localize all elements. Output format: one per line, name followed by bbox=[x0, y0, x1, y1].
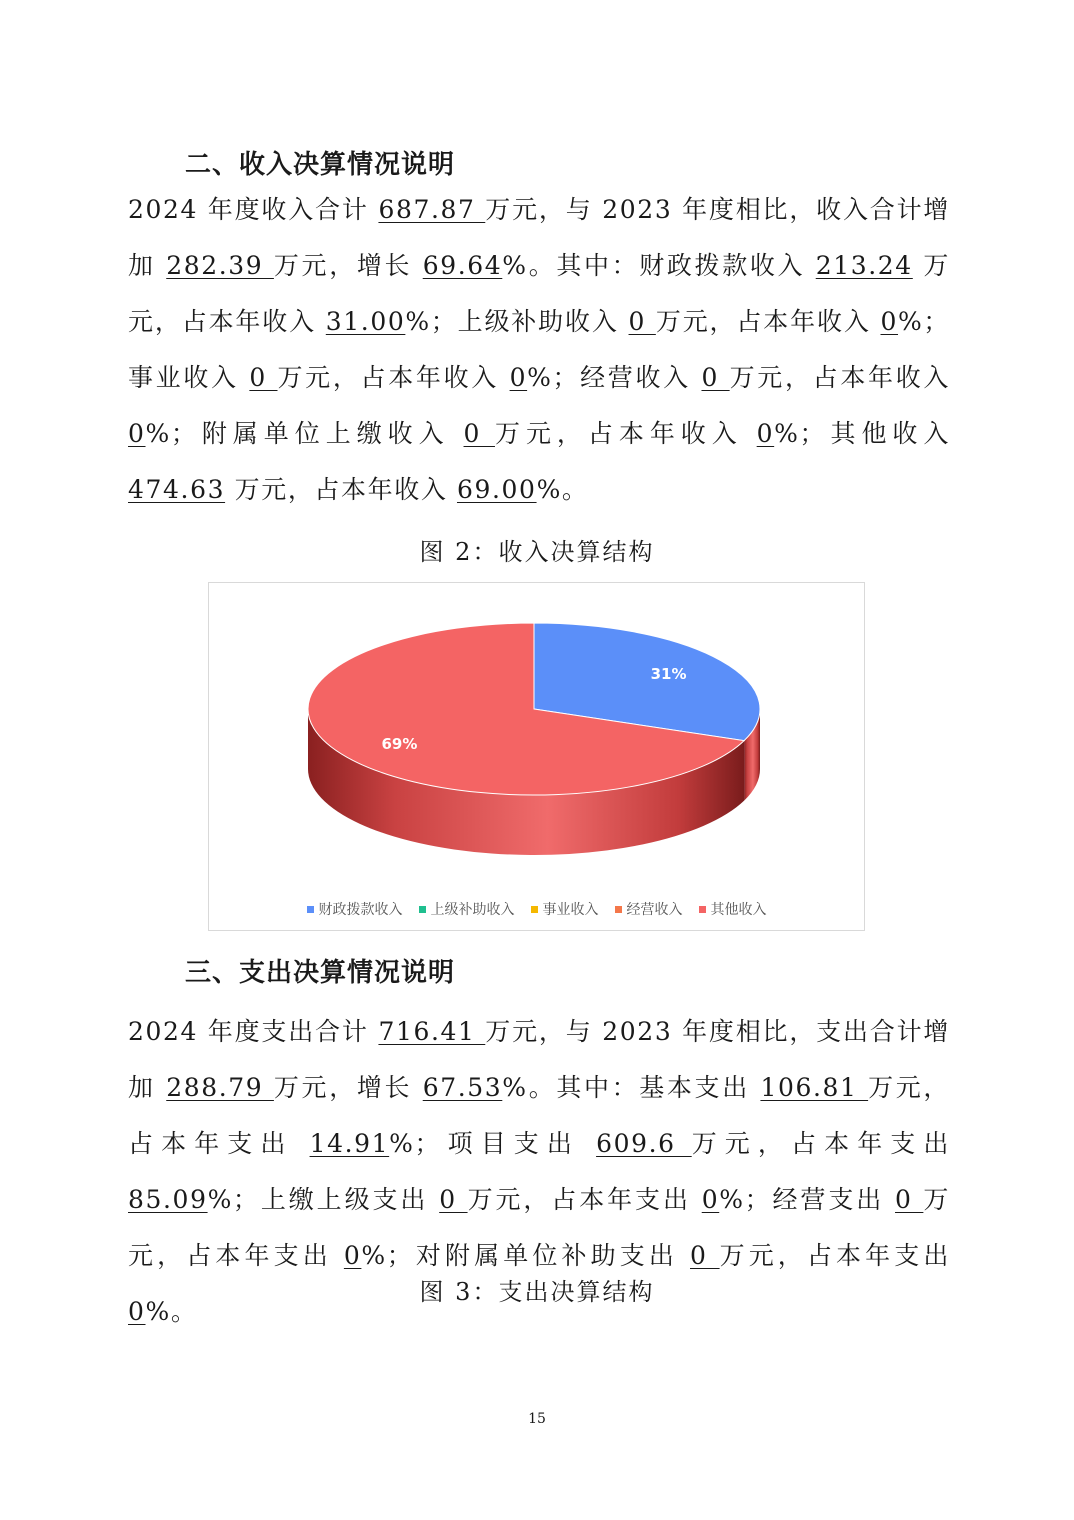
pie-data-label-0: 31% bbox=[650, 665, 687, 684]
legend-swatch-1 bbox=[419, 906, 426, 913]
underlined-value: 0 bbox=[128, 1297, 146, 1326]
underlined-value: 716.41 bbox=[378, 1017, 486, 1046]
legend-item-4 bbox=[699, 899, 767, 919]
text-run: 万元，占本年收入 bbox=[128, 251, 950, 336]
underlined-value: 0 bbox=[756, 419, 775, 448]
underlined-value: 609.6 bbox=[596, 1129, 692, 1158]
pie-data-label-4: 69% bbox=[381, 734, 418, 753]
text-run: %；其他收入 bbox=[774, 419, 951, 448]
legend-item-0 bbox=[307, 899, 403, 919]
underlined-value: 0 bbox=[628, 307, 656, 336]
text-run: %。其中：财政拨款收入 bbox=[502, 251, 816, 280]
text-run: 万元，占本年收入 bbox=[494, 419, 757, 448]
text-run: 万元，占本年支出 bbox=[128, 1073, 950, 1158]
underlined-value: 0 bbox=[343, 1241, 362, 1270]
text-run: %；项目支出 bbox=[389, 1129, 597, 1158]
legend-item-1 bbox=[419, 899, 515, 919]
figure2-caption: 图 2：收入决算结构 bbox=[419, 538, 655, 566]
underlined-value: 14.91 bbox=[309, 1129, 390, 1158]
legend-label-4: 其他收入 bbox=[710, 902, 767, 918]
text-run: 万元，占本年收入 bbox=[655, 307, 881, 336]
text-run: 万元，占本年收入 bbox=[225, 475, 457, 504]
page-number: 15 bbox=[528, 1411, 546, 1427]
text-run: 万元，与 2023 年度相比，收入合计增加 bbox=[128, 195, 951, 280]
underlined-value: 85.09 bbox=[128, 1185, 208, 1214]
text-run: 万元，增长 bbox=[273, 251, 423, 280]
underlined-value: 0 bbox=[463, 419, 495, 448]
legend-item-3 bbox=[615, 899, 683, 919]
legend-label-1: 上级补助收入 bbox=[430, 902, 515, 918]
underlined-value: 288.79 bbox=[166, 1073, 274, 1102]
text-run: %；经营收入 bbox=[527, 363, 702, 392]
underlined-value: 282.39 bbox=[166, 251, 274, 280]
income-structure-chart bbox=[208, 582, 865, 931]
text-run: %；上缴上级支出 bbox=[207, 1185, 440, 1214]
underlined-value: 474.63 bbox=[128, 475, 226, 504]
underlined-value: 0 bbox=[439, 1185, 468, 1214]
text-run: %。其中：基本支出 bbox=[502, 1073, 761, 1102]
text-run: %；对附属单位补助支出 bbox=[361, 1241, 690, 1270]
legend-swatch-3 bbox=[615, 906, 622, 913]
underlined-value: 0 bbox=[895, 1185, 924, 1214]
text-run: 万元，占本年支出 bbox=[128, 1185, 950, 1270]
text-run: 万元，与 2023 年度相比，支出合计增加 bbox=[128, 1017, 951, 1102]
legend-label-3: 经营收入 bbox=[626, 902, 683, 918]
text-run: 万元，占本年支出 bbox=[467, 1185, 702, 1214]
legend-label-2: 事业收入 bbox=[542, 902, 599, 918]
legend-swatch-0 bbox=[307, 906, 314, 913]
figure3-caption: 图 3：支出决算结构 bbox=[419, 1278, 655, 1306]
underlined-value: 687.87 bbox=[378, 195, 486, 224]
text-run: 万元，占本年收入 bbox=[277, 363, 510, 392]
underlined-value: 0 bbox=[509, 363, 528, 392]
underlined-value: 31.00 bbox=[325, 307, 406, 336]
underlined-value: 0 bbox=[128, 419, 146, 448]
underlined-value: 69.00 bbox=[456, 475, 537, 504]
legend-item-2 bbox=[531, 899, 599, 919]
underlined-value: 0 bbox=[880, 307, 899, 336]
pie-chart-svg bbox=[209, 583, 864, 893]
underlined-value: 0 bbox=[690, 1241, 720, 1270]
underlined-value: 67.53 bbox=[422, 1073, 503, 1102]
underlined-value: 213.24 bbox=[815, 251, 913, 280]
legend-swatch-4 bbox=[699, 906, 706, 913]
income-paragraph bbox=[128, 182, 950, 518]
text-run: 2024 年度支出合计 bbox=[128, 1017, 379, 1046]
text-run: %；事业收入 bbox=[128, 307, 950, 392]
text-run: 万元，占本年收入 bbox=[729, 363, 950, 392]
text-run: %；附属单位上缴收入 bbox=[145, 419, 464, 448]
text-run: 万元，占本年支出 bbox=[691, 1129, 950, 1158]
chart-legend bbox=[209, 899, 864, 919]
section2-heading: 二、收入决算情况说明 bbox=[185, 150, 456, 180]
text-run: %；经营支出 bbox=[719, 1185, 896, 1214]
text-run: 万元，占本年支出 bbox=[719, 1241, 950, 1270]
text-run: 2024 年度收入合计 bbox=[128, 195, 379, 224]
legend-swatch-2 bbox=[531, 906, 538, 913]
text-run: %。 bbox=[145, 1297, 198, 1326]
text-run: 万元，增长 bbox=[273, 1073, 423, 1102]
text-run: %；上级补助收入 bbox=[405, 307, 629, 336]
underlined-value: 0 bbox=[249, 363, 278, 392]
text-run: %。 bbox=[536, 475, 589, 504]
section3-heading: 三、支出决算情况说明 bbox=[185, 958, 456, 988]
underlined-value: 0 bbox=[701, 1185, 720, 1214]
underlined-value: 69.64 bbox=[422, 251, 503, 280]
legend-label-0: 财政拨款收入 bbox=[318, 902, 403, 918]
underlined-value: 106.81 bbox=[760, 1073, 869, 1102]
underlined-value: 0 bbox=[701, 363, 730, 392]
